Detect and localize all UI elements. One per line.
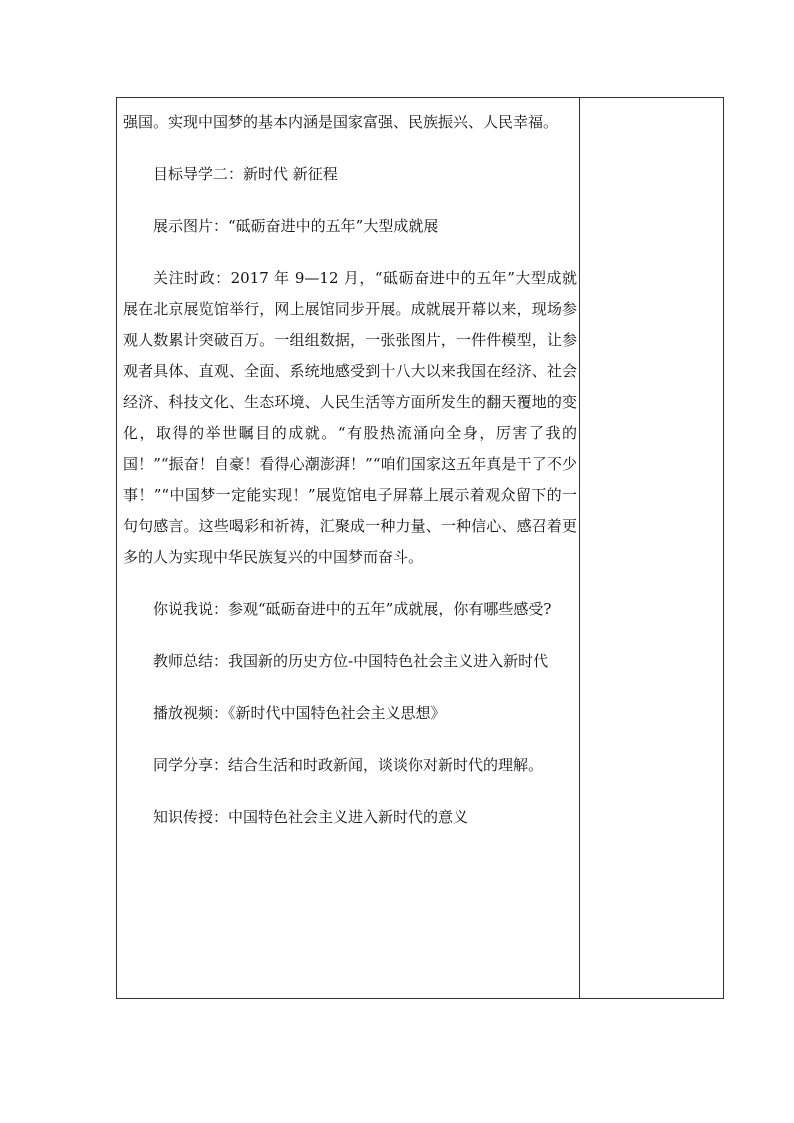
lesson-table bbox=[116, 97, 724, 999]
paragraph-goal-heading: 目标导学二：新时代 新征程 bbox=[153, 165, 338, 183]
lesson-content-cell bbox=[117, 98, 580, 998]
paragraph-discussion: 你说我说：参观“砥砺奋进中的五年”成就展，你有哪些感受? bbox=[153, 600, 552, 618]
paragraph-china-dream-meaning: 强国。实现中国梦的基本内涵是国家富强、民族振兴、人民幸福。 bbox=[123, 113, 559, 131]
paragraph-play-video: 播放视频：《新时代中国特色社会主义思想》 bbox=[153, 704, 446, 722]
notes-cell bbox=[580, 98, 723, 998]
paragraph-knowledge: 知识传授：中国特色社会主义进入新时代的意义 bbox=[153, 808, 469, 826]
paragraph-student-share: 同学分享：结合生活和时政新闻，谈谈你对新时代的理解。 bbox=[153, 756, 544, 774]
paragraph-teacher-summary: 教师总结：我国新的历史方位-中国特色社会主义进入新时代 bbox=[153, 652, 549, 670]
lesson-text bbox=[123, 107, 577, 833]
paragraph-show-picture: 展示图片：“砥砺奋进中的五年”大型成就展 bbox=[153, 217, 439, 235]
paragraph-current-affairs: 关注时政：2017 年 9—12 月，“砥砺奋进中的五年”大型成就展在北京展览馆举行，网上展馆同步开展。成就展开幕以来，现场参观人数累计突破百万。一组组数据，一张张图片，一件件模型，让参观者具体、直观、全面、系统地感受到十八大以来我国在经济、社会经济、科技文化、生态环境、人民生活等方面所发生的翻天覆地的变化，取得的举世瞩目的成就。“有股热流涌向全身，厉害了我的国！”“振奋！自豪！看得心潮澎湃！”“咱们国家这五年真是干了不少事！”“中国梦一定能实现！”展览馆电子屏幕上展示着观众留下的一句句感言。这些喝彩和祈祷，汇聚成一种力量、一种信心、感召着更多的人为实现中华民族复兴的中国梦而奋斗。 bbox=[123, 269, 577, 566]
